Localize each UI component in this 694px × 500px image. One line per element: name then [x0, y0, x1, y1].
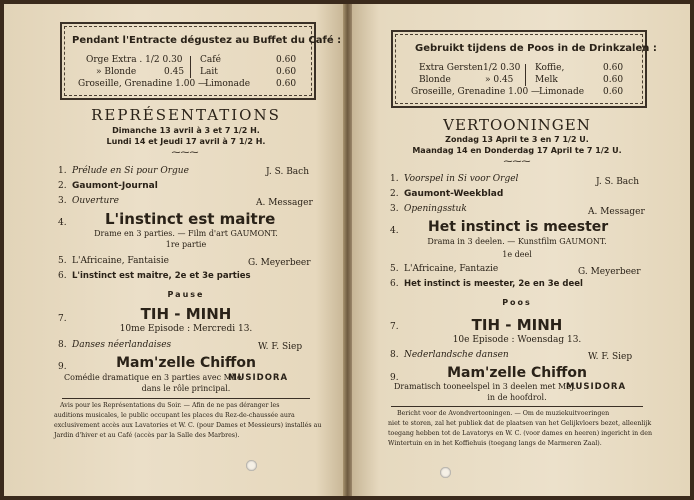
buffet-row1-item2: Café: [200, 55, 221, 65]
item-number: 4.: [390, 226, 399, 236]
item-number: 9.: [58, 362, 67, 372]
intermission-label: Poos: [502, 298, 532, 307]
item-author: J. S. Bach: [266, 167, 310, 177]
item-author: W. F. Siep: [588, 352, 633, 362]
buffet-row2-item: » Blonde: [96, 67, 137, 77]
date-line-1: Dimanche 13 avril à 3 et 7 1/2 H.: [112, 126, 260, 135]
item-number: 8.: [58, 340, 67, 350]
feature-part: 1re partie: [165, 240, 207, 249]
buffet-divider: [190, 56, 191, 78]
item-title: Prélude en Si pour Orgue: [72, 166, 189, 176]
feature-title: Mam'zelle Chiffon: [116, 355, 256, 371]
item-number: 2.: [58, 181, 67, 191]
intermission-label: Pause: [167, 290, 205, 299]
item-title: Gaumont-Journal: [72, 181, 158, 191]
item-number: 9.: [390, 373, 399, 383]
item-title: Voorspel in Si voor Orgel: [404, 174, 519, 184]
item-number: 7.: [58, 314, 67, 324]
buffet-row2-price: 0.60: [276, 67, 297, 77]
item-title: Het instinct is meester, 2e en 3e deel: [404, 279, 583, 289]
buffet-row1-item2: Koffie,: [535, 63, 565, 73]
star-name: MUSIDORA: [566, 382, 627, 392]
buffet-row2-item: Blonde: [419, 75, 451, 85]
buffet-row2-value: » 0.45: [485, 75, 514, 85]
heading-left: REPRÉSENTATIONS: [91, 106, 281, 124]
buffet-row2-price: 0.60: [603, 75, 624, 85]
item-title: L'Africaine, Fantazie: [404, 264, 499, 274]
item-number: 1.: [58, 166, 67, 176]
buffet-row2-item2: Lait: [200, 67, 218, 77]
item-number: 5.: [390, 264, 399, 274]
item-author: J. S. Bach: [596, 177, 640, 187]
item-number: 3.: [58, 196, 67, 206]
item-author: A. Messager: [256, 198, 313, 208]
item-number: 7.: [390, 322, 399, 332]
feature-title: L'instinct est maitre: [105, 210, 276, 228]
item-title: Nederlandsche dansen: [404, 350, 509, 360]
buffet-row3-item: Groseille, Grenadine 1.00 —: [78, 79, 208, 89]
ornament: ⁓⁓⁓: [171, 148, 199, 158]
feature-title: Het instinct is meester: [428, 219, 609, 235]
feature-subtitle: Dramatisch tooneelspel in 3 deelen met Mej.: [394, 382, 576, 391]
punch-hole: [246, 460, 257, 471]
item-number: 6.: [390, 279, 399, 289]
item-title: L'instinct est maitre, 2e et 3e parties: [72, 271, 251, 281]
item-number: 5.: [58, 256, 67, 266]
notice-line: toegang hebben tot de Lavatorys en W. C. (voor dames en heeren) ingericht in den: [388, 430, 652, 437]
notice-line: niet te storen, zal het publiek dat de plaatsen van het Gelijkvloers bezet, alleenlijk: [388, 420, 652, 427]
buffet-row3-item: Groseille, Grenadine 1.00 —: [411, 87, 541, 97]
feature-subtitle: Drama in 3 deelen. — Kunstfilm GAUMONT.: [427, 237, 607, 246]
feature-subtitle: dans le rôle principal.: [141, 384, 231, 393]
item-title: Danses néerlandaises: [72, 340, 172, 350]
item-number: 3.: [390, 204, 399, 214]
buffet-row1-item: Extra Gersten1/2 0.30: [419, 63, 521, 73]
buffet-row1-price: 0.60: [603, 63, 624, 73]
feature-title: Mam'zelle Chiffon: [447, 365, 587, 381]
item-author: G. Meyerbeer: [248, 258, 311, 268]
buffet-row3-item2: Limonade: [205, 79, 251, 89]
punch-hole: [440, 467, 451, 478]
item-author: A. Messager: [588, 207, 645, 217]
divider-line: [391, 406, 643, 407]
notice-line: Avis pour les Représentations du Soir. — Afin de ne pas déranger les: [60, 402, 280, 409]
item-title: Openingsstuk: [404, 204, 467, 214]
notice-line: auditions musicales, le public occupant les places du Rez-de-chaussée aura: [54, 412, 295, 419]
buffet-box-right: [391, 30, 657, 108]
item-author: G. Meyerbeer: [578, 267, 641, 277]
date-line-1: Zondag 13 April te 3 en 7 1/2 U.: [445, 135, 589, 144]
feature-subtitle: in de hoofdrol.: [487, 393, 547, 402]
heading-right: VERTOONINGEN: [443, 116, 591, 134]
date-line-2: Lundi 14 et Jeudi 17 avril à 7 1/2 H.: [106, 137, 266, 146]
notice-line: Bericht voor de Avondvertooningen. — Om de muziekuitvoeringen: [397, 410, 610, 417]
notice-line: exclusivement accès aux Lavatories et W. C. (pour Dames et Messieurs) installés au: [54, 422, 322, 429]
item-author: W. F. Siep: [258, 342, 303, 352]
buffet-row3-price: 0.60: [603, 87, 624, 97]
feature-title: TIH - MINH: [471, 316, 563, 334]
feature-title: TIH - MINH: [140, 305, 232, 323]
item-title: L'Africaine, Fantaisie: [72, 256, 169, 266]
notice-line: Wintertuin en in het Koffiehuis (toegang langs de Marmeren Zaal).: [388, 440, 602, 447]
item-number: 2.: [390, 189, 399, 199]
buffet-row3-item2: Limonade: [539, 87, 585, 97]
item-title: Ouverture: [72, 196, 119, 206]
buffet-box-left: [60, 22, 342, 100]
date-line-2: Maandag 14 en Donderdag 17 April te 7 1/2 U.: [412, 146, 622, 155]
buffet-title: Pendant l'Entracte dégustez au Buffet du Café :: [72, 35, 342, 46]
buffet-row1-item: Orge Extra . 1/2 0.30: [86, 55, 183, 65]
feature-subtitle: Comédie dramatique en 3 parties avec Mlle: [64, 373, 242, 382]
divider-line: [62, 398, 310, 399]
episode-line: 10me Episode : Mercredi 13.: [119, 324, 253, 334]
buffet-row2-value: 0.45: [164, 67, 185, 77]
buffet-title: Gebruikt tijdens de Poos in de Drinkzalen :: [415, 43, 657, 54]
episode-line: 10e Episode : Woensdag 13.: [452, 335, 582, 345]
buffet-divider: [525, 64, 526, 86]
notice-line: Jardin d'hiver et au Café (accès par la Salle des Marbres).: [54, 432, 240, 439]
gutter: [343, 4, 352, 496]
item-number: 6.: [58, 271, 67, 281]
ornament: ⁓⁓⁓: [503, 157, 531, 167]
feature-subtitle: Drame en 3 parties. — Film d'art GAUMONT.: [94, 229, 278, 238]
item-title: Gaumont-Weekblad: [404, 189, 504, 199]
star-name: MUSIDORA: [228, 373, 289, 383]
feature-part: 1e deel: [502, 250, 532, 259]
buffet-row3-price: 0.60: [276, 79, 297, 89]
item-number: 8.: [390, 350, 399, 360]
item-number: 4.: [58, 218, 67, 228]
buffet-row1-price: 0.60: [276, 55, 297, 65]
buffet-row2-item2: Melk: [535, 75, 558, 85]
item-number: 1.: [390, 174, 399, 184]
